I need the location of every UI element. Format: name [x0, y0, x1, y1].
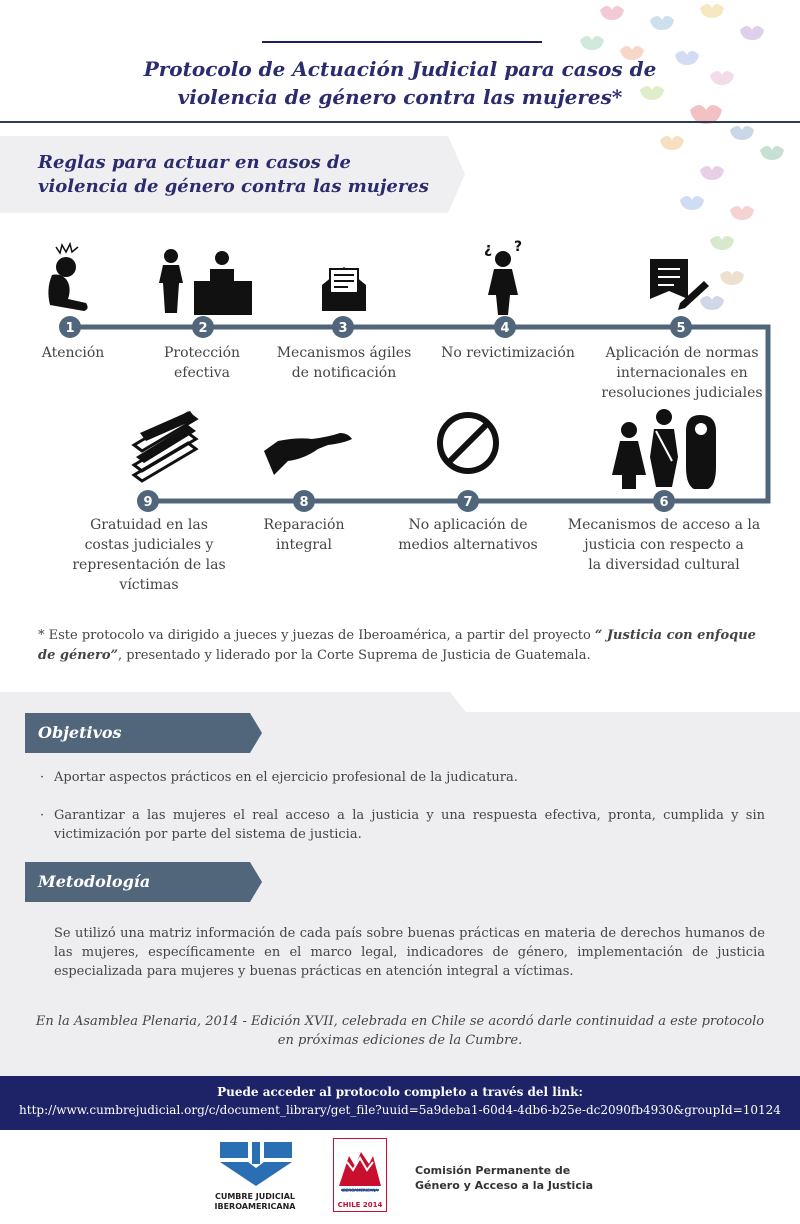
steps-timeline [0, 225, 800, 605]
asamblea-note: En la Asamblea Plenaria, 2014 - Edición XVII, celebrada en Chile se acordó darle continuidad a este protocolo en próximas ediciones de la Cumbre. [35, 1014, 765, 1048]
svg-text:2: 2 [198, 321, 208, 336]
bullet-dot-icon: · [40, 808, 45, 823]
prohibited-icon [440, 415, 496, 471]
step-label-8: Reparación integral [263, 517, 345, 553]
objetivos-title: Objetivos [38, 723, 122, 742]
svg-text:?: ? [514, 239, 523, 255]
link-heading: Puede acceder al protocolo completo a través del link: [217, 1085, 583, 1099]
rules-title [38, 151, 458, 199]
rules-title-line1: Reglas para actuar en casos de [38, 152, 352, 173]
svg-text:6: 6 [659, 495, 669, 510]
page-title [100, 55, 700, 111]
step-label-7: No aplicación de medios alternativos [398, 517, 538, 553]
document-pen-icon [650, 259, 709, 310]
step-label-5: Aplicación de normas internacionales en resoluciones judiciales [601, 345, 763, 401]
objetivos-bullet-2: · Garantizar a las mujeres el real acceso a la justicia y una respuesta efectiva, pronta, cumplida y sin victimización por parte del sistema de justicia. [40, 808, 765, 842]
step-number-8 [293, 490, 315, 512]
diverse-women-icon [612, 409, 716, 489]
step-number-6 [653, 490, 675, 512]
person-at-desk-icon [159, 249, 252, 315]
svg-text:8: 8 [299, 495, 309, 510]
objetivos-bullet-1: · Aportar aspectos prácticos en el ejercicio profesional de la judicatura. [40, 770, 518, 785]
step-number-4 [494, 316, 516, 338]
envelope-icon [322, 267, 366, 311]
cumbre-judicial-logo [216, 1138, 296, 1188]
hand-icon [264, 433, 352, 475]
protocol-link[interactable]: http://www.cumbrejudicial.org/c/document_library/get_file?uuid=5a9deba1-60d4-4db6-b25e-dc2090fb4930&groupId=10124 [19, 1103, 781, 1117]
chile-logo-label: IBEROAMERICANA [341, 1188, 379, 1193]
step-label-4: No revictimización [441, 345, 575, 361]
svg-text:5: 5 [676, 321, 686, 336]
svg-text:¿: ¿ [484, 241, 493, 257]
paper-stack-icon [134, 411, 196, 481]
step-label-3: Mecanismos ágiles de notificación [276, 345, 412, 381]
title-divider [0, 121, 800, 123]
svg-text:9: 9 [143, 495, 153, 510]
footnote: * Este protocolo va dirigido a jueces y juezas de Iberoamérica, a partir del proyecto “ Justicia con enfoque de género”, presentado y liderado por la Corte Suprema de Justicia de Guatemala. [38, 628, 756, 663]
confused-woman-icon [484, 239, 522, 315]
step-number-2 [192, 316, 214, 338]
step-label-2: Protección efectiva [163, 345, 241, 381]
step-number-3 [332, 316, 354, 338]
step-label-9: Gratuidad en las costas judiciales y representación de las víctimas [72, 517, 226, 593]
bullet-dot-icon: · [40, 770, 45, 785]
svg-text:4: 4 [500, 321, 510, 336]
svg-text:7: 7 [463, 495, 473, 510]
page-title-line2: violencia de género contra las mujeres* [177, 85, 623, 109]
page-title-line1: Protocolo de Actuación Judicial para casos de [143, 57, 657, 81]
metodologia-title: Metodología [38, 872, 151, 891]
step-number-1 [59, 316, 81, 338]
chile-logo-year: CHILE 2014 [337, 1201, 383, 1209]
header-top-rule [262, 41, 542, 43]
svg-text:1: 1 [65, 321, 75, 336]
metodologia-text: Se utilizó una matriz información de cada país sobre buenas prácticas en materia de derechos humanos de las mujeres, específicamente en el marco legal, indicadores de género, implementación de justicia especializada para mujeres y buenas prácticas en atención integral a víctimas. [54, 926, 765, 979]
step-label-1: Atención [41, 345, 105, 361]
step-label-6: Mecanismos de acceso a la justicia con respecto a la diversidad cultural [567, 517, 761, 573]
step-number-7 [457, 490, 479, 512]
step-number-5 [670, 316, 692, 338]
rules-title-line2: violencia de género contra las mujeres [38, 176, 429, 197]
step-number-9 [137, 490, 159, 512]
svg-text:3: 3 [338, 321, 348, 336]
distressed-person-icon [48, 244, 87, 311]
comision-label: Comisión Permanente de Género y Acceso a la Justicia [415, 1164, 594, 1192]
cumbre-judicial-logo-text: CUMBRE JUDICIAL IBEROAMERICANA [214, 1192, 296, 1211]
